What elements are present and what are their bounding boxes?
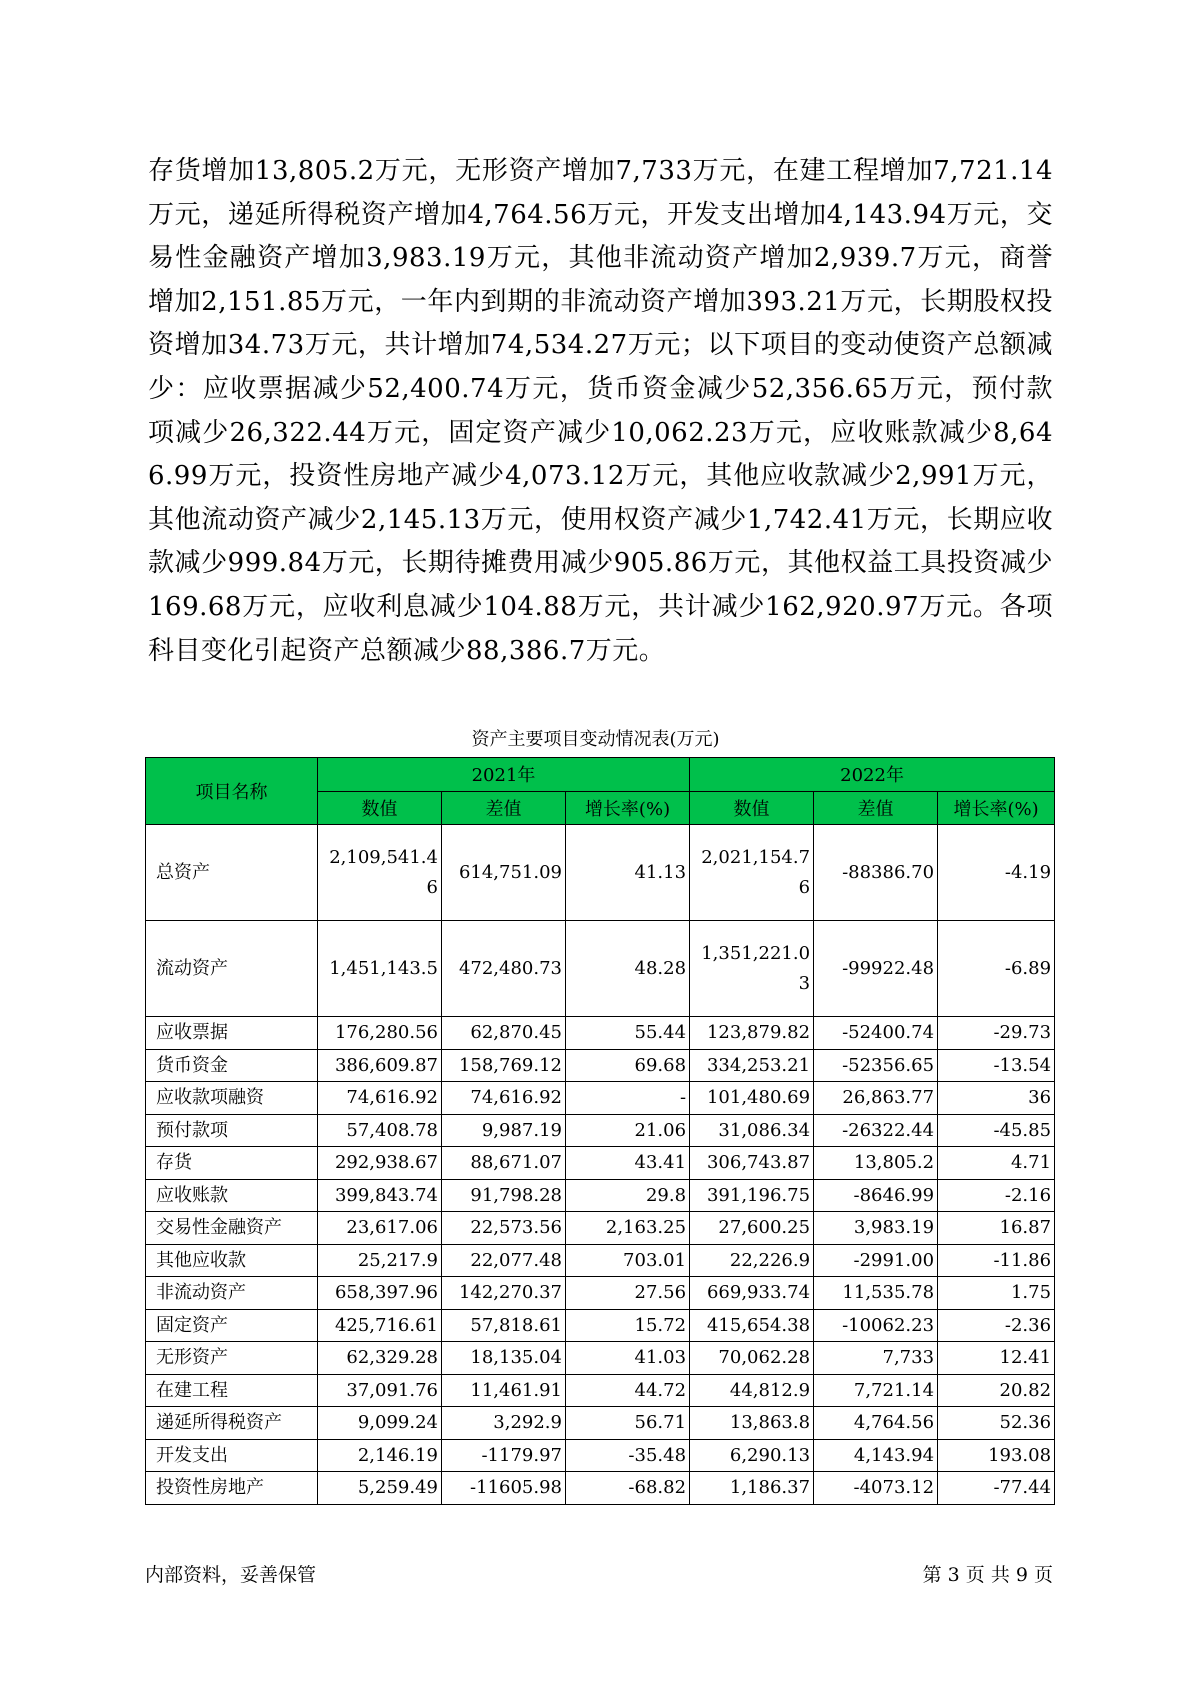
- header-year-2021: 2021年: [318, 758, 690, 792]
- row-label: 总资产: [146, 825, 318, 921]
- cell-v1: 57,408.78: [318, 1114, 442, 1147]
- cell-v2: 415,654.38: [690, 1309, 814, 1342]
- table-row: [146, 1082, 1055, 1115]
- cell-d2: 26,863.77: [814, 1082, 938, 1115]
- cell-v1: 23,617.06: [318, 1212, 442, 1245]
- header-year-2022: 2022年: [690, 758, 1055, 792]
- cell-d2: -99922.48: [814, 921, 938, 1017]
- cell-g2: -4.19: [938, 825, 1055, 921]
- table-row: [146, 1049, 1055, 1082]
- row-label: 应收账款: [146, 1179, 318, 1212]
- cell-d2: -4073.12: [814, 1472, 938, 1505]
- asset-change-table: [145, 757, 1055, 1505]
- cell-v1: 2,146.19: [318, 1439, 442, 1472]
- cell-g1: -: [566, 1082, 690, 1115]
- cell-v1: 176,280.56: [318, 1017, 442, 1050]
- row-label: 存货: [146, 1147, 318, 1180]
- cell-v1: 74,616.92: [318, 1082, 442, 1115]
- cell-v1: 658,397.96: [318, 1277, 442, 1310]
- cell-v2: 391,196.75: [690, 1179, 814, 1212]
- cell-v1: 9,099.24: [318, 1407, 442, 1440]
- cell-d1: 158,769.12: [442, 1049, 566, 1082]
- cell-d2: -8646.99: [814, 1179, 938, 1212]
- cell-d2: 7,721.14: [814, 1374, 938, 1407]
- cell-d2: -52356.65: [814, 1049, 938, 1082]
- cell-v2: 31,086.34: [690, 1114, 814, 1147]
- cell-v2: 1,351,221.03: [690, 921, 814, 1017]
- cell-d2: 4,143.94: [814, 1439, 938, 1472]
- table-row: [146, 1472, 1055, 1505]
- cell-v1: 386,609.87: [318, 1049, 442, 1082]
- table-row: [146, 825, 1055, 921]
- cell-v1: 399,843.74: [318, 1179, 442, 1212]
- cell-d1: -1179.97: [442, 1439, 566, 1472]
- cell-g2: 12.41: [938, 1342, 1055, 1375]
- header-col: 差值: [442, 791, 566, 825]
- cell-g1: 21.06: [566, 1114, 690, 1147]
- cell-d2: -88386.70: [814, 825, 938, 921]
- row-label: 预付款项: [146, 1114, 318, 1147]
- cell-v1: 62,329.28: [318, 1342, 442, 1375]
- cell-v1: 25,217.9: [318, 1244, 442, 1277]
- header-col: 数值: [318, 791, 442, 825]
- cell-d1: 9,987.19: [442, 1114, 566, 1147]
- cell-v2: 13,863.8: [690, 1407, 814, 1440]
- cell-g2: 52.36: [938, 1407, 1055, 1440]
- cell-v1: 37,091.76: [318, 1374, 442, 1407]
- cell-d2: 7,733: [814, 1342, 938, 1375]
- cell-g2: -29.73: [938, 1017, 1055, 1050]
- cell-g2: -2.16: [938, 1179, 1055, 1212]
- cell-g2: 36: [938, 1082, 1055, 1115]
- cell-d1: 91,798.28: [442, 1179, 566, 1212]
- cell-g1: 27.56: [566, 1277, 690, 1310]
- table-row: [146, 1342, 1055, 1375]
- cell-d1: 57,818.61: [442, 1309, 566, 1342]
- cell-g2: -13.54: [938, 1049, 1055, 1082]
- table-row: [146, 1179, 1055, 1212]
- cell-v1: 5,259.49: [318, 1472, 442, 1505]
- cell-g1: 2,163.25: [566, 1212, 690, 1245]
- header-col: 增长率(%): [938, 791, 1055, 825]
- cell-g1: -35.48: [566, 1439, 690, 1472]
- cell-d2: 3,983.19: [814, 1212, 938, 1245]
- cell-g2: -77.44: [938, 1472, 1055, 1505]
- row-label: 其他应收款: [146, 1244, 318, 1277]
- cell-g1: -68.82: [566, 1472, 690, 1505]
- row-label: 开发支出: [146, 1439, 318, 1472]
- cell-g1: 29.8: [566, 1179, 690, 1212]
- cell-d2: -2991.00: [814, 1244, 938, 1277]
- cell-v2: 44,812.9: [690, 1374, 814, 1407]
- cell-g1: 703.01: [566, 1244, 690, 1277]
- cell-v2: 6,290.13: [690, 1439, 814, 1472]
- cell-d2: -26322.44: [814, 1114, 938, 1147]
- cell-v2: 2,021,154.76: [690, 825, 814, 921]
- cell-g1: 55.44: [566, 1017, 690, 1050]
- row-label: 应收款项融资: [146, 1082, 318, 1115]
- table-row: [146, 1017, 1055, 1050]
- cell-d1: 74,616.92: [442, 1082, 566, 1115]
- cell-v2: 27,600.25: [690, 1212, 814, 1245]
- table-caption: 资产主要项目变动情况表(万元): [471, 729, 720, 750]
- row-label: 应收票据: [146, 1017, 318, 1050]
- table-row: [146, 1147, 1055, 1180]
- cell-d1: 88,671.07: [442, 1147, 566, 1180]
- cell-g1: 41.13: [566, 825, 690, 921]
- cell-d1: 3,292.9: [442, 1407, 566, 1440]
- table-row: [146, 1374, 1055, 1407]
- footer-page-number: 第 3 页 共 9 页: [922, 1564, 1053, 1586]
- row-label: 货币资金: [146, 1049, 318, 1082]
- row-label: 非流动资产: [146, 1277, 318, 1310]
- table-row: [146, 1114, 1055, 1147]
- cell-g1: 56.71: [566, 1407, 690, 1440]
- cell-v2: 123,879.82: [690, 1017, 814, 1050]
- cell-g2: 16.87: [938, 1212, 1055, 1245]
- table-row: [146, 1407, 1055, 1440]
- cell-g1: 69.68: [566, 1049, 690, 1082]
- cell-v2: 22,226.9: [690, 1244, 814, 1277]
- cell-g2: -45.85: [938, 1114, 1055, 1147]
- cell-d1: 472,480.73: [442, 921, 566, 1017]
- table-row: [146, 921, 1055, 1017]
- cell-g2: -11.86: [938, 1244, 1055, 1277]
- cell-d1: 22,077.48: [442, 1244, 566, 1277]
- row-label: 固定资产: [146, 1309, 318, 1342]
- row-label: 投资性房地产: [146, 1472, 318, 1505]
- cell-g1: 43.41: [566, 1147, 690, 1180]
- table-row: [146, 1309, 1055, 1342]
- header-col: 数值: [690, 791, 814, 825]
- cell-d2: 13,805.2: [814, 1147, 938, 1180]
- cell-d1: 22,573.56: [442, 1212, 566, 1245]
- body-paragraph: 存货增加13,805.2万元，无形资产增加7,733万元，在建工程增加7,721.14万元，递延所得税资产增加4,764.56万元，开发支出增加4,143.94万元，交易性金融资产增加3,983.19万元，其他非流动资产增加2,939.7万元，商誉增加2,151.85万元，一年内到期的非流动资产增加393.21万元，长期股权投资增加34.73万元，共计增加74,534.27万元；以下项目的变动使资产总额减少：应收票据减少52,400.74万元，货币资金减少52,356.65万元，预付款项减少26,322.44万元，固定资产减少10,062.23万元，应收账款减少8,646.99万元，投资性房地产减少4,073.12万元，其他应收款减少2,991万元，其他流动资产减少2,145.13万元，使用权资产减少1,742.41万元，长期应收款减少999.84万元，长期待摊费用减少905.86万元，其他权益工具投资减少169.68万元，应收利息减少104.88万元，共计减少162,920.97万元。各项科目变化引起资产总额减少88,386.7万元。: [148, 156, 1053, 666]
- cell-g2: 1.75: [938, 1277, 1055, 1310]
- cell-g2: -2.36: [938, 1309, 1055, 1342]
- cell-g1: 15.72: [566, 1309, 690, 1342]
- cell-d2: -10062.23: [814, 1309, 938, 1342]
- cell-d2: -52400.74: [814, 1017, 938, 1050]
- cell-d1: 62,870.45: [442, 1017, 566, 1050]
- row-label: 在建工程: [146, 1374, 318, 1407]
- cell-d1: -11605.98: [442, 1472, 566, 1505]
- header-col: 差值: [814, 791, 938, 825]
- cell-g1: 44.72: [566, 1374, 690, 1407]
- cell-v1: 2,109,541.46: [318, 825, 442, 921]
- cell-d2: 11,535.78: [814, 1277, 938, 1310]
- cell-v1: 292,938.67: [318, 1147, 442, 1180]
- row-label: 交易性金融资产: [146, 1212, 318, 1245]
- cell-v1: 425,716.61: [318, 1309, 442, 1342]
- cell-g2: 4.71: [938, 1147, 1055, 1180]
- cell-d1: 18,135.04: [442, 1342, 566, 1375]
- table-row: [146, 1244, 1055, 1277]
- table-row: [146, 1277, 1055, 1310]
- cell-v2: 70,062.28: [690, 1342, 814, 1375]
- cell-g1: 48.28: [566, 921, 690, 1017]
- row-label: 递延所得税资产: [146, 1407, 318, 1440]
- cell-g2: 193.08: [938, 1439, 1055, 1472]
- header-col: 增长率(%): [566, 791, 690, 825]
- cell-d1: 614,751.09: [442, 825, 566, 921]
- row-label: 无形资产: [146, 1342, 318, 1375]
- cell-d1: 11,461.91: [442, 1374, 566, 1407]
- row-label: 流动资产: [146, 921, 318, 1017]
- table-row: [146, 1439, 1055, 1472]
- cell-d2: 4,764.56: [814, 1407, 938, 1440]
- header-item-name: 项目名称: [146, 758, 318, 825]
- cell-g2: -6.89: [938, 921, 1055, 1017]
- cell-v2: 101,480.69: [690, 1082, 814, 1115]
- cell-d1: 142,270.37: [442, 1277, 566, 1310]
- cell-g2: 20.82: [938, 1374, 1055, 1407]
- cell-v2: 1,186.37: [690, 1472, 814, 1505]
- cell-v2: 334,253.21: [690, 1049, 814, 1082]
- footer-confidential-note: 内部资料，妥善保管: [145, 1564, 317, 1586]
- cell-v2: 306,743.87: [690, 1147, 814, 1180]
- cell-v1: 1,451,143.5: [318, 921, 442, 1017]
- cell-g1: 41.03: [566, 1342, 690, 1375]
- cell-v2: 669,933.74: [690, 1277, 814, 1310]
- table-row: [146, 1212, 1055, 1245]
